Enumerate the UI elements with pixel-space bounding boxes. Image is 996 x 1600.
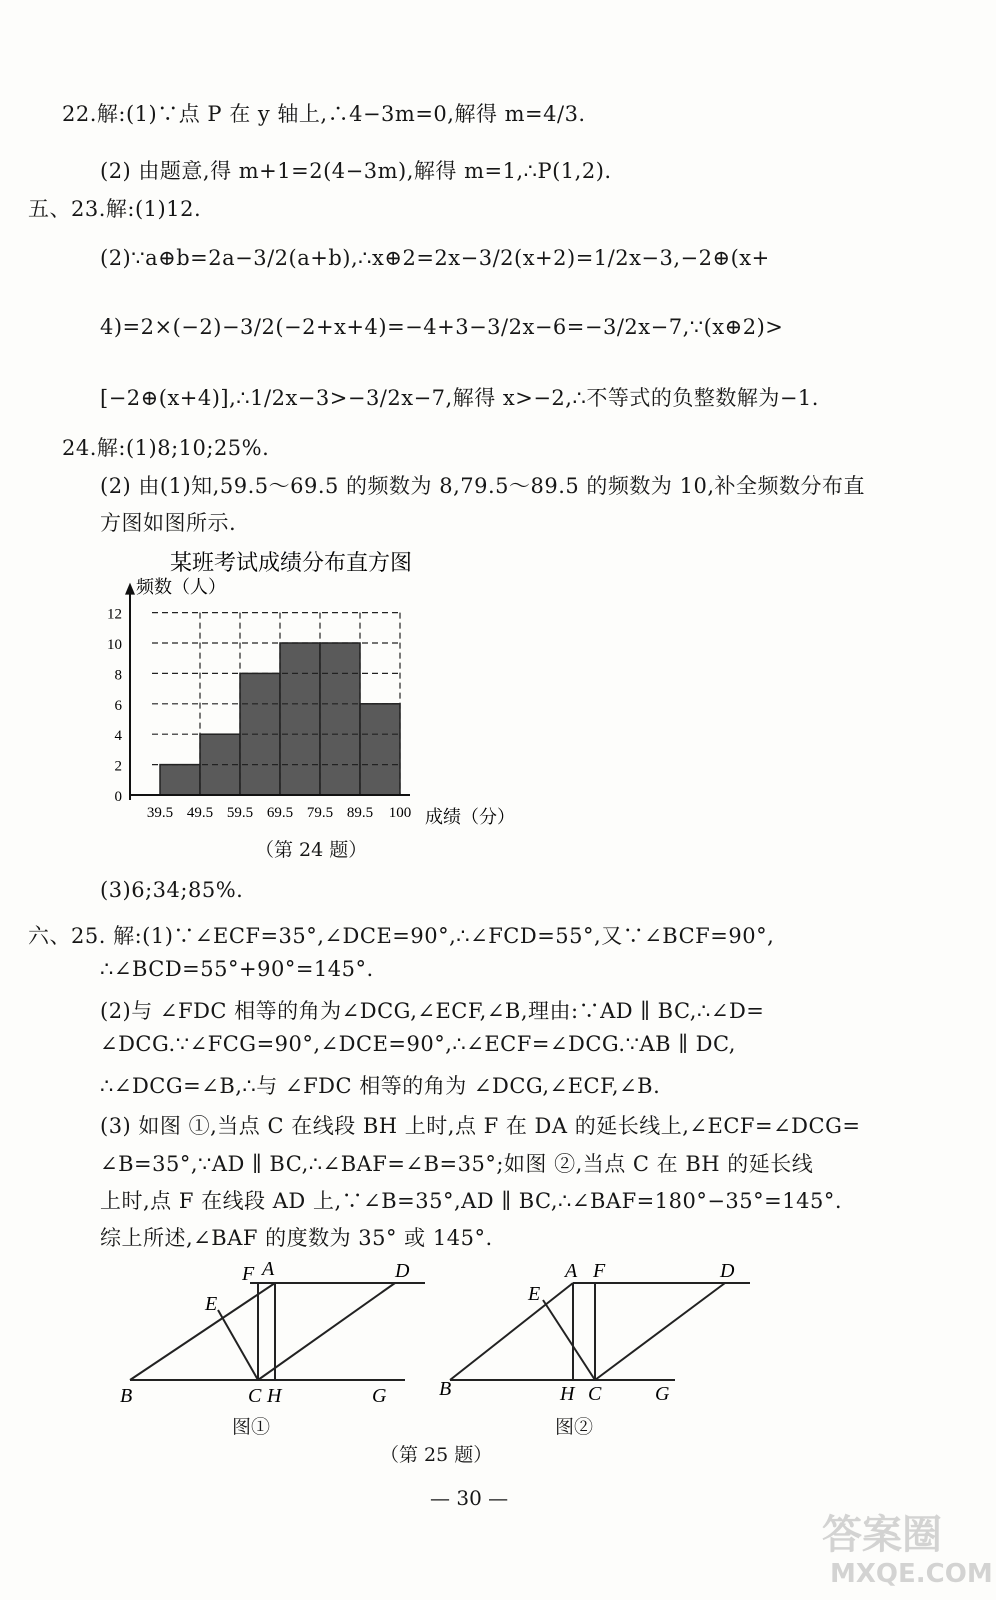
fig2-label-B: B xyxy=(439,1378,452,1400)
q25-part1-line2: ∴∠BCD=55°+90°=145°. xyxy=(100,957,374,981)
x-tick-label: 100 xyxy=(388,805,412,821)
fig2-label-E: E xyxy=(528,1283,541,1305)
q24-part3: (3)6;34;85%. xyxy=(100,878,244,902)
y-tick-label: 12 xyxy=(107,606,122,623)
x-tick-label: 59.5 xyxy=(226,805,254,821)
fig1-label-A: A xyxy=(262,1258,275,1280)
y-tick-label: 10 xyxy=(107,637,122,653)
y-axis-label: 频数（人） xyxy=(136,577,226,598)
x-tick-label: 69.5 xyxy=(266,805,294,821)
fig1-label-G: G xyxy=(372,1385,387,1407)
figure2-caption: 图② xyxy=(555,1416,594,1438)
histogram-chart xyxy=(100,545,550,865)
q22-part2: (2) 由题意,得 m+1=2(4−3m),解得 m=1,∴P(1,2). xyxy=(100,159,612,183)
q25-part2-line2: ∠DCG.∵∠FCG=90°,∠DCE=90°,∴∠ECF=∠DCG.∵AB ∥ DC, xyxy=(100,1032,736,1056)
y-tick-label: 4 xyxy=(114,728,122,745)
q23-part2-line2: 4)=2×(−2)−3/2(−2+x+4)=−4+3−3/2x−6=−3/2x−7,∵(x⊕2)> xyxy=(100,315,784,339)
fig2-label-F: F xyxy=(593,1260,606,1282)
x-tick-label: 79.5 xyxy=(306,805,334,821)
x-axis-label: 成绩（分） xyxy=(425,807,515,828)
y-tick-label: 0 xyxy=(114,789,122,805)
fig1-label-E: E xyxy=(205,1293,218,1315)
y-tick-label: 2 xyxy=(114,758,122,775)
svg-text:答案圈: 答案圈 xyxy=(822,1512,942,1558)
figure-1 xyxy=(110,1255,440,1439)
fig2-label-D: D xyxy=(720,1260,735,1282)
q25-part3-line1: (3) 如图 ①,当点 C 在线段 BH 上时,点 F 在 DA 的延长线上,∠ECF=∠DCG= xyxy=(100,1114,861,1138)
histogram-bar xyxy=(320,643,360,795)
y-tick-label: 8 xyxy=(114,667,122,684)
figure24-caption: （第 24 题） xyxy=(255,839,368,861)
fig1-label-B: B xyxy=(120,1385,133,1407)
fig2-label-A: A xyxy=(565,1260,578,1282)
fig1-label-F: F xyxy=(242,1263,255,1285)
figure1-caption: 图① xyxy=(232,1416,271,1438)
page-number: — 30 — xyxy=(430,1486,509,1510)
chart-title: 某班考试成绩分布直方图 xyxy=(170,551,413,576)
fig2-label-G: G xyxy=(655,1383,670,1405)
y-axis-arrow xyxy=(125,583,135,595)
q22-part1: 22.解:(1)∵点 P 在 y 轴上,∴4−3m=0,解得 m=4/3. xyxy=(62,102,586,126)
fig2-label-H: H xyxy=(560,1383,575,1405)
svg-text:MXQE.COM: MXQE.COM xyxy=(830,1559,993,1589)
q25-part2-line3: ∴∠DCG=∠B,∴与 ∠FDC 相等的角为 ∠DCG,∠ECF,∠B. xyxy=(100,1074,661,1098)
q25-part3-line3: 上时,点 F 在线段 AD 上,∵∠B=35°,AD ∥ BC,∴∠BAF=180°−35°=145°. xyxy=(100,1189,842,1213)
histogram-svg xyxy=(100,545,550,865)
fig1-label-D: D xyxy=(395,1260,410,1282)
figure25-caption: （第 25 题） xyxy=(380,1444,493,1466)
histogram-bar xyxy=(360,704,400,795)
fig2-label-C: C xyxy=(588,1383,602,1405)
q25-part2-line1: (2)与 ∠FDC 相等的角为∠DCG,∠ECF,∠B,理由:∵AD ∥ BC,∴∠D= xyxy=(100,999,765,1023)
q24-part2-line2: 方图如图所示. xyxy=(100,511,237,535)
q24-part2-line1: (2) 由(1)知,59.5～69.5 的频数为 8,79.5～89.5 的频数为 10,补全频数分布直 xyxy=(100,474,866,498)
x-tick-label: 89.5 xyxy=(346,805,374,821)
y-tick-label: 6 xyxy=(114,697,122,714)
histogram-bar xyxy=(280,643,320,795)
q25-part3-line4: 综上所述,∠BAF 的度数为 35° 或 145°. xyxy=(100,1226,493,1250)
watermark-logo xyxy=(816,1500,993,1590)
q23-part2-line3: [−2⊕(x+4)],∴1/2x−3>−3/2x−7,解得 x>−2,∴不等式的负整数解为−1. xyxy=(100,386,819,410)
q25-part3-line2: ∠B=35°,∵AD ∥ BC,∴∠BAF=∠B=35°;如图 ②,当点 C 在 BH 的延长线 xyxy=(100,1152,814,1176)
x-tick-label: 49.5 xyxy=(186,805,214,821)
x-tick-label: 39.5 xyxy=(146,805,174,821)
q24-part1: 24.解:(1)8;10;25%. xyxy=(62,436,270,460)
fig1-label-C: C xyxy=(248,1385,262,1407)
histogram-bar xyxy=(160,765,200,795)
figure-2 xyxy=(435,1255,765,1439)
q25-part1-line1: 六、25. 解:(1)∵∠ECF=35°,∠DCE=90°,∴∠FCD=55°,又∵∠BCF=90°, xyxy=(28,924,775,948)
fig1-label-H: H xyxy=(267,1385,282,1407)
q23-part1: 五、23.解:(1)12. xyxy=(28,197,202,221)
q23-part2-line1: (2)∵a⊕b=2a−3/2(a+b),∴x⊕2=2x−3/2(x+2)=1/2x−3,−2⊕(x+ xyxy=(100,246,770,270)
